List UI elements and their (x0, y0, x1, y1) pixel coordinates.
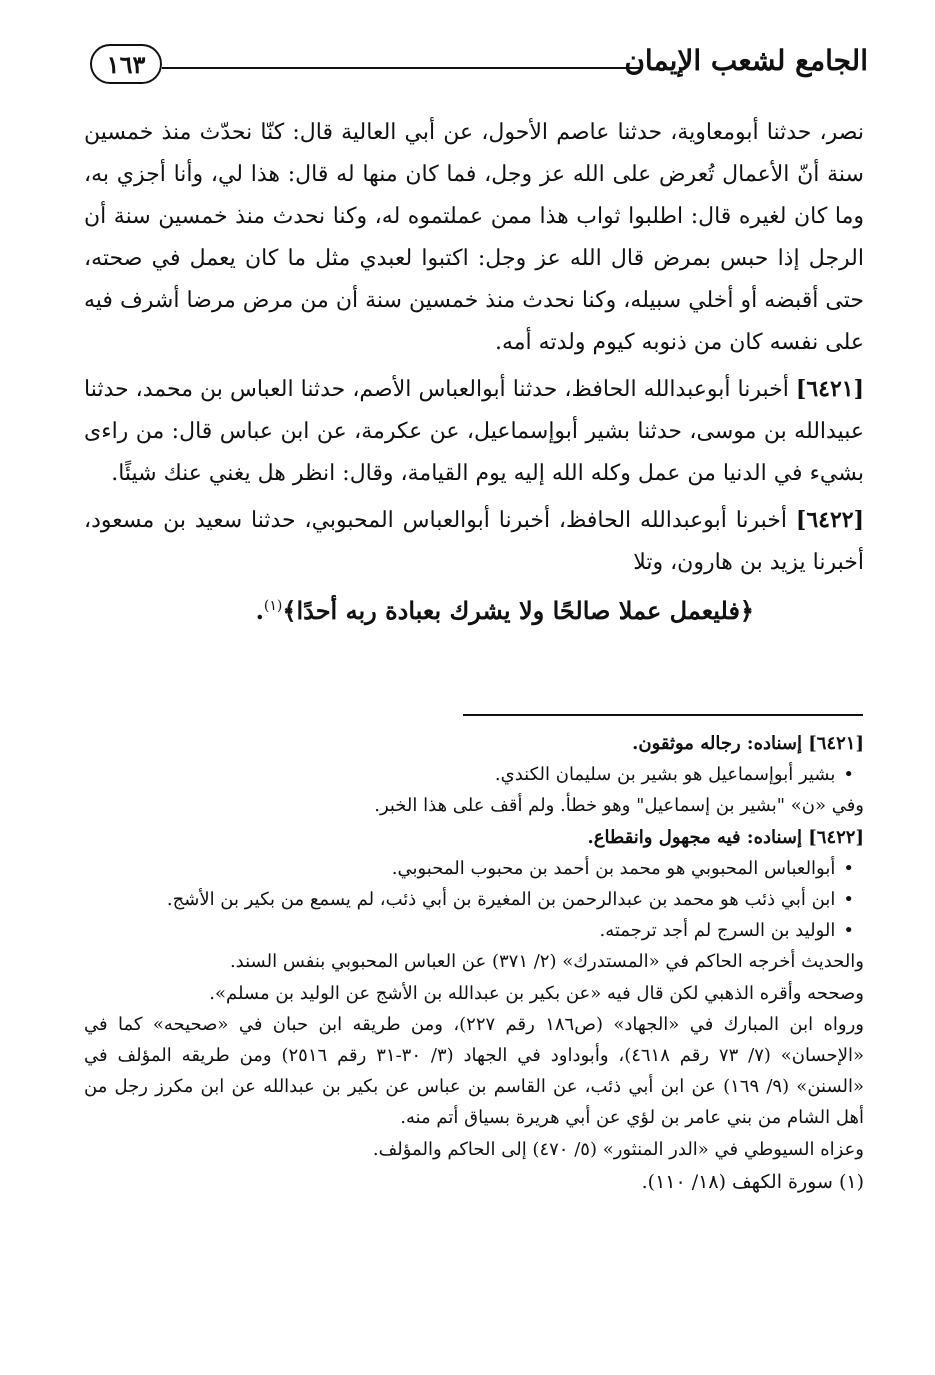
main-text (84, 112, 864, 633)
book-title: الجامع لشعب الإيمان (624, 44, 868, 77)
quran-verse (84, 584, 864, 633)
header-rule (162, 67, 643, 69)
footnote: (١) سورة الكهف (١٨/ ١١٠). (641, 1170, 864, 1193)
footnotes (84, 728, 864, 1198)
verse-end: . (255, 596, 264, 625)
footnote-divider (463, 714, 863, 716)
paragraph-6421 (84, 368, 864, 495)
note-bullet: • أبوالعباس المحبوبي هو محمد بن أحمد بن محبوب المحبوبي. (84, 853, 864, 884)
note-heading-6421: [٦٤٢١] إسناده: رجاله موثقون. (632, 733, 864, 754)
note-bullet: • ابن أبي ذئب هو محمد بن عبدالرحمن بن المغيرة بن أبي ذئب، لم يسمع من بكير بن الأشج. (84, 884, 864, 915)
footnote-ref: (١) (263, 598, 283, 614)
note-line: وصححه وأقره الذهبي لكن قال فيه «عن بكير بن عبدالله بن الأشج عن الوليد بن مسلم». (209, 982, 864, 1004)
note-bullet: • الوليد بن السرج لم أجد ترجمته. (84, 915, 864, 946)
hadith-number: [٦٤٢١] (795, 376, 864, 402)
hadith-text: أخبرنا أبوعبدالله الحافظ، حدثنا أبوالعباس الأصم، حدثنا العباس بن محمد، حدثنا عبيدالله بن موسى، حدثنا بشير أبوإسماعيل، عن عكرمة، عن ابن عباس قال: من راءى بشيء في الدنيا من عمل وكله الله إليه يوم القيامة، وقال: انظر هل يغني عنك شيئًا. (84, 377, 864, 486)
note-heading-6422: [٦٤٢٢] إسناده: فيه مجهول وانقطاع. (587, 826, 864, 848)
note-line: وعزاه السيوطي في «الدر المنثور» (٥/ ٤٧٠) إلى الحاكم والمؤلف. (372, 1138, 864, 1160)
verse-text: ﴿فليعمل عملا صالحًا ولا يشرك بعبادة ربه أحدًا﴾ (282, 596, 754, 625)
page-number: ١٦٣ (90, 44, 162, 84)
hadith-text: أخبرنا أبوعبدالله الحافظ، أخبرنا أبوالعباس المحبوبي، حدثنا سعيد بن مسعود، أخبرنا يزيد بن هارون، وتلا (84, 508, 864, 575)
paragraph-continuation: نصر، حدثنا أبومعاوية، حدثنا عاصم الأحول، عن أبي العالية قال: كنّا نحدّث منذ خمسين سنة أنّ الأعمال تُعرض على الله عز وجل، فما كان منها له قال: هذا لي، وأنا أجزي به، وما كان لغيره قال: اطلبوا ثواب هذا ممن عملتموه له، وكنا نحدث منذ خمسين سنة أن الرجل إذا حبس بمرض قال الله عز وجل: اكتبوا لعبدي مثل ما كان يعمل في صحته، حتى أقبضه أو أخلي سبيله، وكنا نحدث منذ خمسين سنة أن من مرض مرضا أشرف فيه على نفسه كان من ذنوبه كيوم ولدته أمه. (84, 120, 864, 355)
note-line: وفي «ن» "بشير بن إسماعيل" وهو خطأ. ولم أقف على هذا الخبر. (374, 795, 864, 817)
hadith-number: [٦٤٢٢] (795, 507, 864, 533)
note-paragraph: ورواه ابن المبارك في «الجهاد» (ص١٨٦ رقم ٢٢٧)، ومن طريقه ابن حبان في «صحيحه» كما في «الإحسان» (٧/ ٧٣ رقم ٤٦١٨)، وأبوداود في الجهاد (٣/ ٣٠-٣١ رقم ٢٥١٦) ومن طريقه المؤلف في «السنن» (٩/ ١٦٩) عن ابن أبي ذئب، عن القاسم بن عباس عن بكير بن عبدالله عن ابن مكرز رجل من أهل الشام من بني عامر بن لؤي عن أبي هريرة بسياق أتم منه. (84, 1013, 865, 1129)
page-header (90, 30, 868, 92)
note-bullet: • بشير أبوإسماعيل هو بشير بن سليمان الكندي. (84, 759, 864, 790)
paragraph-6422 (84, 499, 864, 584)
note-line: والحديث أخرجه الحاكم في «المستدرك» (٢/ ٣٧١) عن العباس المحبوبي بنفس السند. (229, 951, 864, 973)
